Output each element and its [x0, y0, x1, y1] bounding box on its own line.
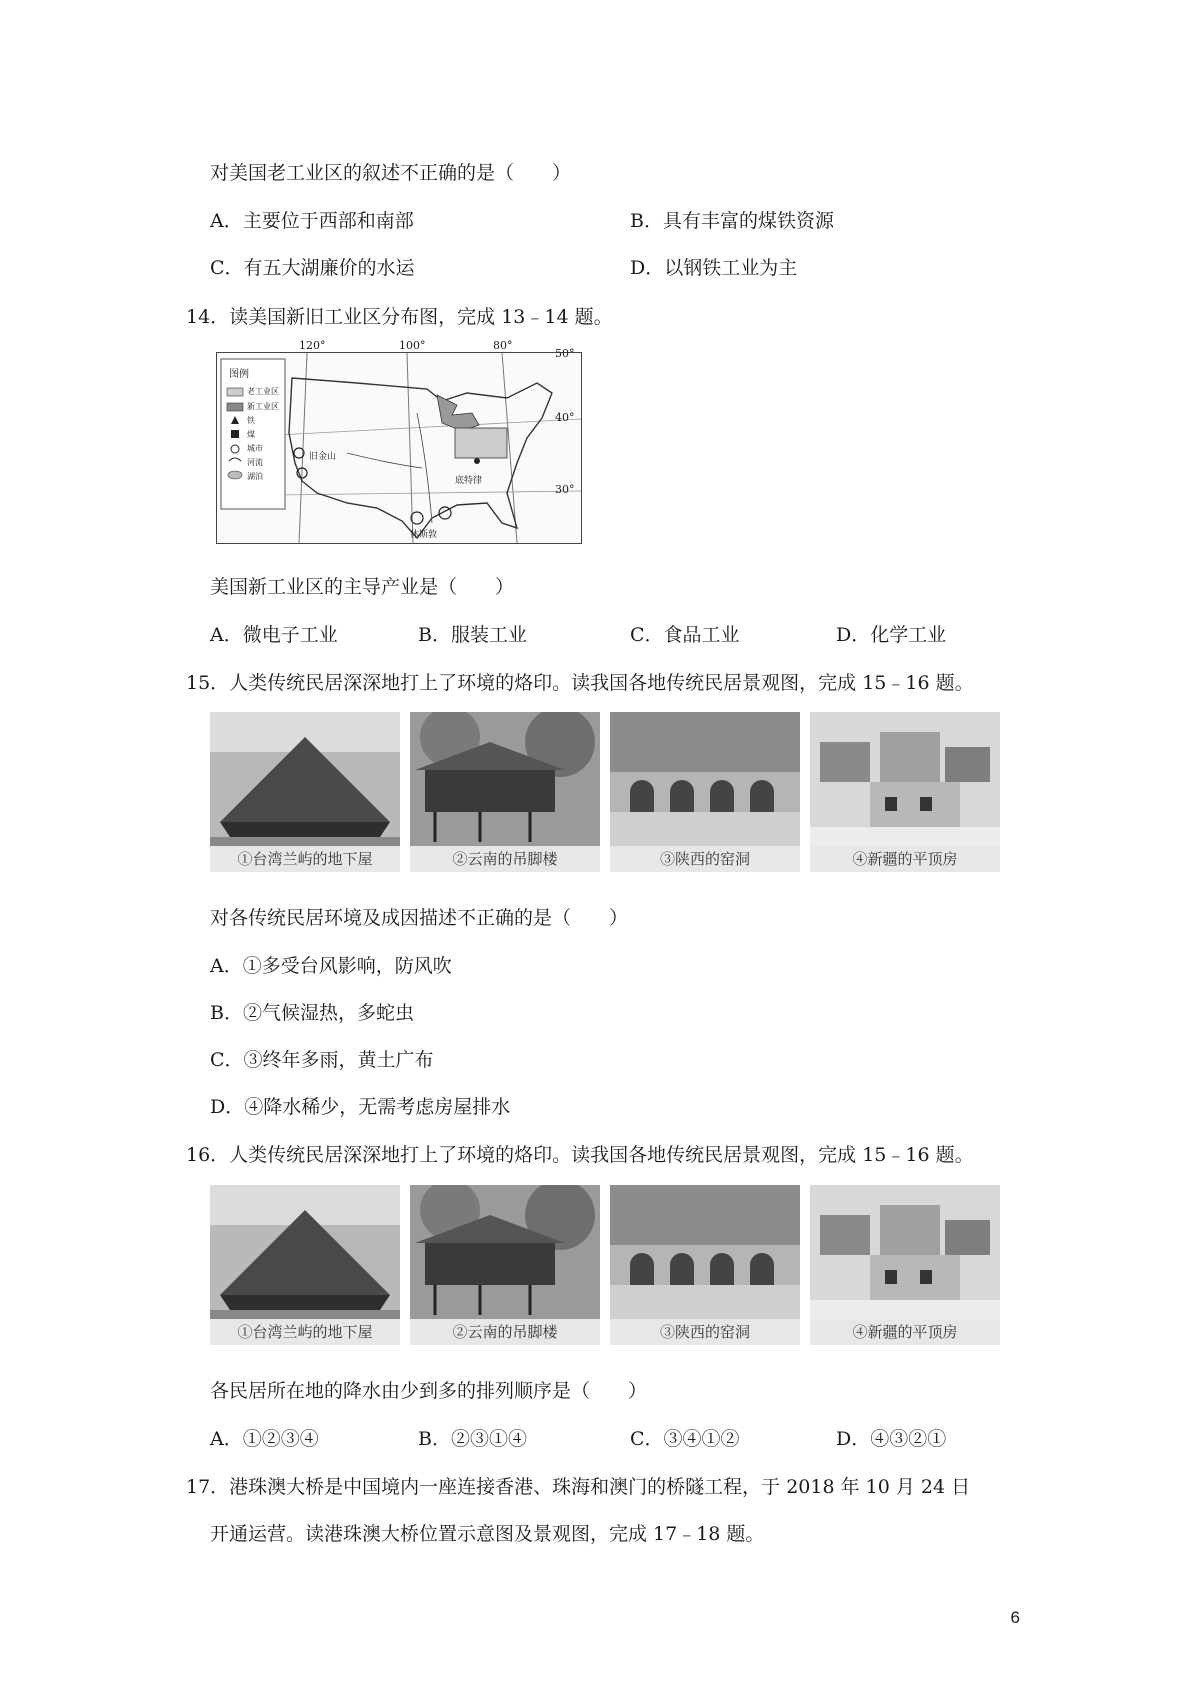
- stilt-house-icon: [410, 1185, 600, 1319]
- old-industrial-area: [455, 428, 507, 458]
- q16-option-d[interactable]: D．④③②①: [836, 1428, 947, 1450]
- lat-label-40: 40°: [555, 411, 575, 424]
- underground-house-icon: [210, 712, 400, 846]
- q15-photo-3: [610, 712, 800, 872]
- q16-caption-1: ①台湾兰屿的地下屋: [210, 1319, 400, 1345]
- legend-city: 城市: [247, 444, 263, 453]
- great-lakes: [437, 395, 479, 431]
- underground-house-icon: [210, 1185, 400, 1319]
- q16-photo-3: [610, 1185, 800, 1345]
- q16-option-c[interactable]: C．③④①②: [630, 1428, 740, 1450]
- q16-photo-1: [210, 1185, 400, 1345]
- us-industrial-map: [216, 339, 582, 544]
- lon-label-80: 80°: [493, 339, 513, 352]
- q15-photo-1: [210, 712, 400, 872]
- q16-intro: 16．人类传统民居深深地打上了环境的烙印。读我国各地传统民居景观图，完成 15﹣16 题。: [186, 1144, 974, 1166]
- q16-caption-3: ③陕西的窑洞: [610, 1319, 800, 1345]
- q14-option-a[interactable]: A．微电子工业: [210, 624, 338, 646]
- cave-dwelling-icon: [610, 1185, 800, 1319]
- page-number: 6: [1010, 1608, 1020, 1627]
- q15-stem: 对各传统民居环境及成因描述不正确的是（ ）: [210, 907, 629, 929]
- city-houston: 休斯敦: [410, 530, 438, 540]
- lat-label-30: 30°: [555, 483, 575, 496]
- q13-stem: 对美国老工业区的叙述不正确的是（ ）: [210, 162, 572, 184]
- lon-label-100: 100°: [399, 339, 426, 352]
- legend-new-industrial: 新工业区: [247, 402, 279, 411]
- q16-stem: 各民居所在地的降水由少到多的排列顺序是（ ）: [210, 1380, 648, 1402]
- cave-dwelling-icon: [610, 712, 800, 846]
- q13-option-a[interactable]: A．主要位于西部和南部: [210, 210, 414, 232]
- q13-option-c[interactable]: C．有五大湖廉价的水运: [210, 257, 415, 279]
- q15-option-b[interactable]: B．②气候湿热，多蛇虫: [210, 1002, 414, 1024]
- q16-photo-2: [410, 1185, 600, 1345]
- q16-caption-4: ④新疆的平顶房: [810, 1319, 1000, 1345]
- q16-option-a[interactable]: A．①②③④: [210, 1428, 319, 1450]
- q14-option-d[interactable]: D．化学工业: [836, 624, 947, 646]
- legend-river: 河流: [247, 458, 263, 467]
- lon-label-120: 120°: [299, 339, 326, 352]
- q15-option-c[interactable]: C．③终年多雨，黄土广布: [210, 1049, 434, 1071]
- q14-stem: 美国新工业区的主导产业是（ ）: [210, 576, 515, 598]
- q15-caption-1: ①台湾兰屿的地下屋: [210, 846, 400, 872]
- q16-caption-2: ②云南的吊脚楼: [410, 1319, 600, 1345]
- q15-intro: 15．人类传统民居深深地打上了环境的烙印。读我国各地传统民居景观图，完成 15﹣16 题。: [186, 672, 974, 694]
- legend-lake: 湖泊: [247, 472, 263, 481]
- q15-caption-3: ③陕西的窑洞: [610, 846, 800, 872]
- q15-caption-4: ④新疆的平顶房: [810, 846, 1000, 872]
- q16-photo-row: [210, 1185, 1000, 1345]
- q15-photo-4: [810, 712, 1000, 872]
- city-san-francisco: 旧金山: [309, 452, 337, 462]
- stilt-house-icon: [410, 712, 600, 846]
- q17-intro-line2: 开通运营。读港珠澳大桥位置示意图及景观图，完成 17﹣18 题。: [210, 1523, 765, 1545]
- q14-option-b[interactable]: B．服装工业: [418, 624, 527, 646]
- q16-photo-4: [810, 1185, 1000, 1345]
- legend-iron: 铁: [247, 416, 255, 425]
- q13-option-b[interactable]: B．具有丰富的煤铁资源: [630, 210, 834, 232]
- q14-option-c[interactable]: C．食品工业: [630, 624, 740, 646]
- q15-photo-row: [210, 712, 1000, 872]
- legend-old-industrial: 老工业区: [247, 387, 279, 396]
- map-legend-title: 图例: [229, 369, 249, 380]
- q15-option-d[interactable]: D．④降水稀少，无需考虑房屋排水: [210, 1096, 511, 1118]
- q13-option-d[interactable]: D．以钢铁工业为主: [630, 257, 798, 279]
- q17-intro-line1: 17．港珠澳大桥是中国境内一座连接香港、珠海和澳门的桥隧工程，于 2018 年 10 月 24 日: [186, 1476, 971, 1498]
- q15-caption-2: ②云南的吊脚楼: [410, 846, 600, 872]
- q15-photo-2: [410, 712, 600, 872]
- flat-roof-house-icon: [810, 712, 1000, 846]
- q15-option-a[interactable]: A．①多受台风影响，防风吹: [210, 955, 452, 977]
- us-map-figure: [217, 353, 581, 543]
- q14-intro: 14．读美国新旧工业区分布图，完成 13﹣14 题。: [186, 306, 613, 328]
- flat-roof-house-icon: [810, 1185, 1000, 1319]
- city-detroit: 底特律: [455, 476, 483, 486]
- legend-coal: 煤: [247, 430, 255, 439]
- lat-label-50: 50°: [555, 347, 575, 360]
- q16-option-b[interactable]: B．②③①④: [418, 1428, 527, 1450]
